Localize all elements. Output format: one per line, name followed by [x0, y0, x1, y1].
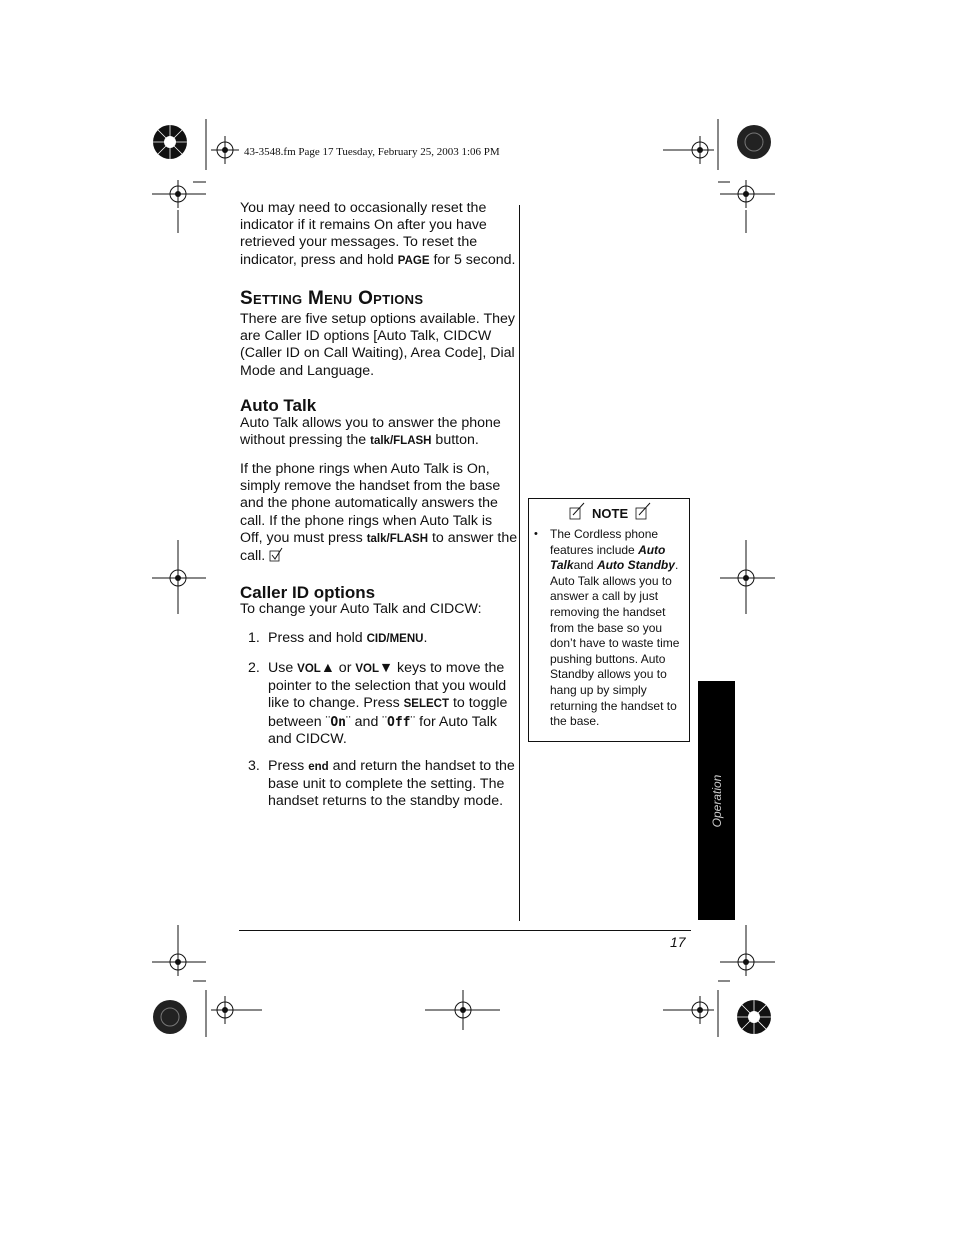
note-pencil-icon: [569, 503, 585, 521]
step-text: Use: [268, 660, 298, 676]
end-key: end: [308, 761, 329, 773]
quote-mark: ¨: [345, 713, 351, 730]
note-title: NOTE: [592, 506, 629, 521]
page-number: 17: [670, 934, 686, 950]
file-header: 43-3548.fm Page 17 Tuesday, February 25, 2003 1:06 PM: [244, 146, 500, 158]
note-box: [528, 498, 690, 742]
auto-talk-text-2-end: to answer the call.: [240, 529, 518, 565]
step-text-toggle: to toggle between: [268, 695, 508, 730]
note-bullet: •: [534, 528, 538, 540]
vol-key: VOL: [297, 663, 321, 675]
on-display-text: On: [330, 714, 346, 730]
section-side-tab: [698, 681, 735, 920]
auto-talk-paragraph-2: [240, 461, 518, 565]
auto-talk-text-2: If the phone rings when Auto Talk is On, simply remove the handset from the base and the phone automatically answers the call. If the phone rings when Auto Talk is Off, you must press: [240, 461, 501, 546]
auto-talk-paragraph-1: [240, 415, 518, 450]
step-1: [248, 630, 518, 648]
note-header: [569, 503, 649, 523]
quote-mark: ¨: [325, 713, 331, 730]
intro-text-end: for 5 second.: [429, 251, 516, 268]
note-text-start: The Cordless phone features include: [550, 527, 659, 557]
caller-id-intro: To change your Auto Talk and CIDCW:: [240, 601, 482, 617]
footer-rule: [239, 930, 691, 931]
quote-mark: ¨: [382, 713, 388, 730]
step-number: 3.: [248, 758, 260, 774]
down-arrow-icon: ▼: [379, 660, 394, 676]
auto-talk-heading: Auto Talk: [240, 396, 317, 415]
caller-id-heading: Caller ID options: [240, 583, 376, 602]
step-text-end: and return the handset to the base unit to complete the setting. The handset returns to the standby mode.: [268, 758, 515, 810]
auto-standby-emphasis: Auto Standby: [596, 558, 675, 573]
step-text: Press and hold: [268, 630, 367, 646]
page-key: PAGE: [397, 254, 430, 267]
section-body: There are five setup options available. They are Caller ID options [Auto Talk, CIDCW (Caller ID on Call Waiting), Area Code], Dial Mode and Language.: [240, 311, 515, 379]
auto-talk-text-end: button.: [431, 432, 479, 449]
select-key: SELECT: [403, 698, 450, 711]
quote-mark: ¨: [410, 713, 416, 730]
talk-flash-key: talk/FLASH: [370, 435, 432, 448]
step-text-or: or: [334, 660, 356, 676]
note-text-end: . Auto Talk allows you to answer a call by just removing the handset from the base so you don’t have to waste time pushing buttons. Auto Standby allows you to hang up by simply returning the handset to the base.: [550, 558, 680, 729]
note-pencil-icon: [635, 503, 651, 521]
auto-talk-text: Auto Talk allows you to answer the phone without pressing the: [240, 415, 501, 449]
off-display-text: Off: [387, 714, 411, 730]
step-text: Press: [268, 758, 309, 774]
step-3: [248, 758, 518, 811]
step-2: [248, 660, 518, 748]
step-number: 1.: [248, 630, 260, 646]
step-text-and: and: [350, 713, 383, 730]
note-text: [550, 527, 688, 730]
intro-text: You may need to occasionally reset the indicator if it remains On after you have retrieved your messages. To reset the indicator, press and hold: [240, 200, 487, 268]
checkmark-icon: [269, 548, 283, 562]
up-arrow-icon: ▲: [320, 660, 335, 676]
cid-menu-key: CID/MENU: [366, 633, 424, 645]
talk-flash-key-2: talk/FLASH: [366, 532, 429, 545]
step-text-mid: keys to move the pointer to the selection that you would like to change. Press: [268, 660, 507, 712]
section-title: Setting Menu Options: [240, 288, 424, 309]
vol-key: VOL: [355, 663, 379, 675]
side-tab-label: Operation: [709, 774, 724, 827]
step-text-end: .: [423, 630, 428, 646]
intro-paragraph: [240, 200, 518, 270]
column-divider: [519, 205, 520, 921]
step-number: 2.: [248, 660, 260, 676]
auto-talk-emphasis: Auto Talk: [550, 542, 666, 573]
note-text-and: and: [573, 558, 597, 573]
step-text-end: for Auto Talk and CIDCW.: [268, 713, 497, 747]
